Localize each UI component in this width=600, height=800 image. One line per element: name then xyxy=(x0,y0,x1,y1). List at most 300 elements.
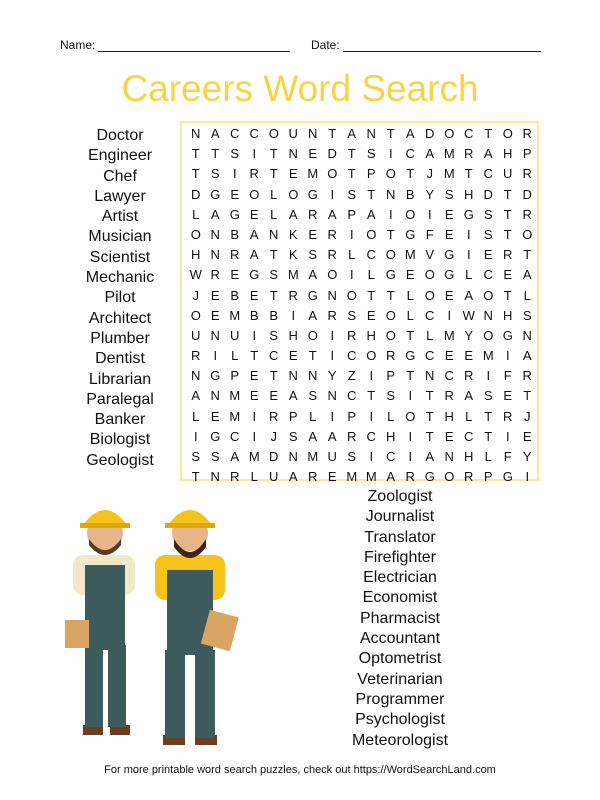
grid-cell[interactable]: A xyxy=(464,287,474,303)
grid-cell[interactable]: F xyxy=(425,226,434,242)
grid-cell[interactable]: B xyxy=(230,226,240,242)
grid-cell[interactable]: S xyxy=(483,226,493,242)
grid-cell[interactable]: C xyxy=(405,146,415,162)
grid-cell[interactable]: O xyxy=(483,287,494,303)
grid-cell[interactable]: E xyxy=(444,206,454,222)
grid-cell[interactable]: S xyxy=(522,307,532,323)
grid-cell[interactable]: S xyxy=(483,388,493,404)
grid-cell[interactable]: A xyxy=(191,388,201,404)
grid-cell[interactable]: G xyxy=(249,267,260,283)
grid-cell[interactable]: G xyxy=(210,186,221,202)
grid-cell[interactable]: N xyxy=(288,146,298,162)
grid-cell[interactable]: M xyxy=(287,267,299,283)
grid-cell[interactable]: J xyxy=(192,287,199,303)
grid-cell[interactable]: E xyxy=(249,388,259,404)
grid-cell[interactable]: H xyxy=(191,247,201,263)
grid-cell[interactable]: I xyxy=(330,408,335,424)
grid-cell[interactable]: G xyxy=(444,267,455,283)
grid-cell[interactable]: T xyxy=(484,408,493,424)
grid-cell[interactable]: A xyxy=(425,449,435,464)
grid-cell[interactable]: C xyxy=(347,388,357,404)
grid-cell[interactable]: H xyxy=(503,307,513,323)
grid-cell[interactable]: H xyxy=(288,327,298,343)
grid-cell[interactable]: O xyxy=(307,327,318,343)
grid-cell[interactable]: O xyxy=(249,186,260,202)
grid-cell[interactable]: C xyxy=(464,126,474,141)
grid-cell[interactable]: T xyxy=(191,469,200,485)
grid-cell[interactable]: O xyxy=(190,307,201,323)
grid-cell[interactable]: L xyxy=(309,408,317,424)
grid-cell[interactable]: R xyxy=(327,247,337,263)
grid-cell[interactable]: C xyxy=(269,348,279,364)
grid-cell[interactable]: M xyxy=(307,166,319,182)
grid-cell[interactable]: I xyxy=(330,327,335,343)
grid-cell[interactable]: W xyxy=(462,307,475,323)
grid-cell[interactable]: I xyxy=(252,408,257,424)
grid-cell[interactable]: G xyxy=(405,226,416,242)
grid-cell[interactable]: P xyxy=(347,206,357,222)
grid-cell[interactable]: O xyxy=(385,307,396,323)
grid-cell[interactable]: C xyxy=(483,267,493,283)
grid-cell[interactable]: L xyxy=(465,267,473,283)
grid-cell[interactable]: T xyxy=(269,166,278,182)
grid-cell[interactable]: R xyxy=(522,368,532,384)
grid-cell[interactable]: R xyxy=(230,469,240,485)
grid-cell[interactable]: I xyxy=(447,307,452,323)
grid-cell[interactable]: N xyxy=(210,247,220,263)
grid-cell[interactable]: S xyxy=(308,247,318,263)
grid-cell[interactable]: A xyxy=(308,267,318,283)
grid-cell[interactable]: S xyxy=(308,388,318,404)
grid-cell[interactable]: I xyxy=(252,327,257,343)
grid-cell[interactable]: E xyxy=(210,408,220,424)
grid-cell[interactable]: R xyxy=(210,267,220,283)
grid-cell[interactable]: O xyxy=(327,166,338,182)
grid-cell[interactable]: J xyxy=(270,428,277,444)
grid-cell[interactable]: S xyxy=(288,428,298,444)
grid-cell[interactable]: I xyxy=(252,146,257,162)
grid-cell[interactable]: T xyxy=(386,287,395,303)
grid-cell[interactable]: P xyxy=(483,469,493,485)
grid-cell[interactable]: Y xyxy=(464,327,474,343)
grid-cell[interactable]: A xyxy=(230,449,240,464)
grid-cell[interactable]: I xyxy=(349,226,354,242)
grid-cell[interactable]: N xyxy=(483,307,493,323)
grid-cell[interactable]: A xyxy=(522,267,532,283)
grid-cell[interactable]: I xyxy=(388,146,393,162)
grid-cell[interactable]: M xyxy=(365,469,377,485)
grid-cell[interactable]: N xyxy=(288,449,298,464)
grid-cell[interactable]: R xyxy=(464,368,474,384)
grid-cell[interactable]: E xyxy=(464,348,474,364)
grid-cell[interactable]: R xyxy=(191,348,201,364)
grid-cell[interactable]: G xyxy=(405,348,416,364)
grid-cell[interactable]: G xyxy=(502,469,513,485)
grid-cell[interactable]: E xyxy=(230,267,240,283)
grid-cell[interactable]: G xyxy=(444,247,455,263)
grid-cell[interactable]: T xyxy=(523,247,532,263)
grid-cell[interactable]: A xyxy=(288,388,298,404)
grid-cell[interactable]: O xyxy=(502,126,513,141)
grid-cell[interactable]: H xyxy=(444,408,454,424)
grid-cell[interactable]: K xyxy=(288,226,298,242)
grid-cell[interactable]: I xyxy=(486,368,491,384)
grid-cell[interactable]: S xyxy=(210,449,220,464)
grid-cell[interactable]: S xyxy=(444,186,454,202)
grid-cell[interactable]: R xyxy=(522,166,532,182)
grid-cell[interactable]: M xyxy=(404,247,416,263)
grid-cell[interactable]: C xyxy=(464,428,474,444)
grid-cell[interactable]: S xyxy=(191,449,201,464)
grid-cell[interactable]: R xyxy=(386,348,396,364)
grid-cell[interactable]: A xyxy=(327,206,337,222)
grid-cell[interactable]: L xyxy=(465,408,473,424)
grid-cell[interactable]: E xyxy=(288,348,298,364)
grid-cell[interactable]: O xyxy=(366,348,377,364)
grid-cell[interactable]: C xyxy=(230,126,240,141)
grid-cell[interactable]: H xyxy=(503,146,513,162)
grid-cell[interactable]: M xyxy=(229,408,241,424)
grid-cell[interactable]: N xyxy=(366,126,376,141)
grid-cell[interactable]: T xyxy=(503,287,512,303)
grid-cell[interactable]: R xyxy=(308,469,318,485)
grid-cell[interactable]: T xyxy=(503,226,512,242)
grid-cell[interactable]: I xyxy=(330,348,335,364)
grid-cell[interactable]: S xyxy=(386,388,396,404)
grid-cell[interactable]: G xyxy=(307,287,318,303)
grid-cell[interactable]: N xyxy=(210,469,220,485)
grid-cell[interactable]: G xyxy=(463,206,474,222)
grid-cell[interactable]: C xyxy=(425,307,435,323)
grid-cell[interactable]: T xyxy=(484,126,493,141)
grid-cell[interactable]: A xyxy=(327,428,337,444)
grid-cell[interactable]: E xyxy=(249,368,259,384)
grid-cell[interactable]: O xyxy=(522,226,533,242)
grid-cell[interactable]: R xyxy=(327,226,337,242)
grid-cell[interactable]: I xyxy=(466,226,471,242)
grid-cell[interactable]: I xyxy=(193,428,198,444)
grid-cell[interactable]: T xyxy=(464,166,473,182)
grid-cell[interactable]: E xyxy=(503,267,513,283)
grid-cell[interactable]: A xyxy=(249,247,259,263)
grid-cell[interactable]: T xyxy=(386,226,395,242)
grid-cell[interactable]: L xyxy=(348,247,356,263)
grid-cell[interactable]: R xyxy=(249,166,259,182)
grid-cell[interactable]: O xyxy=(190,226,201,242)
grid-cell[interactable]: O xyxy=(483,327,494,343)
grid-cell[interactable]: R xyxy=(347,428,357,444)
grid-cell[interactable]: H xyxy=(366,327,376,343)
grid-cell[interactable]: B xyxy=(405,186,415,202)
grid-cell[interactable]: O xyxy=(405,206,416,222)
grid-cell[interactable]: T xyxy=(269,287,278,303)
grid-cell[interactable]: O xyxy=(288,186,299,202)
grid-cell[interactable]: Z xyxy=(347,368,356,384)
grid-cell[interactable]: O xyxy=(385,247,396,263)
grid-cell[interactable]: C xyxy=(425,348,435,364)
grid-cell[interactable]: C xyxy=(249,126,259,141)
grid-cell[interactable]: O xyxy=(424,287,435,303)
grid-cell[interactable]: U xyxy=(288,126,298,141)
grid-cell[interactable]: A xyxy=(405,126,415,141)
grid-cell[interactable]: S xyxy=(210,166,220,182)
grid-cell[interactable]: N xyxy=(308,368,318,384)
grid-cell[interactable]: C xyxy=(366,247,376,263)
grid-cell[interactable]: K xyxy=(288,247,298,263)
grid-cell[interactable]: N xyxy=(210,388,220,404)
grid-cell[interactable]: A xyxy=(308,307,318,323)
grid-cell[interactable]: D xyxy=(483,186,493,202)
grid-cell[interactable]: E xyxy=(249,206,259,222)
grid-cell[interactable]: R xyxy=(288,287,298,303)
grid-cell[interactable]: J xyxy=(426,166,433,182)
grid-cell[interactable]: I xyxy=(330,186,335,202)
grid-cell[interactable]: T xyxy=(328,126,337,141)
grid-cell[interactable]: T xyxy=(425,428,434,444)
grid-cell[interactable]: B xyxy=(230,287,240,303)
grid-cell[interactable]: H xyxy=(464,449,474,464)
grid-cell[interactable]: E xyxy=(444,226,454,242)
grid-cell[interactable]: Y xyxy=(522,449,532,464)
grid-cell[interactable]: A xyxy=(288,469,298,485)
grid-cell[interactable]: R xyxy=(269,408,279,424)
grid-cell[interactable]: E xyxy=(327,469,337,485)
grid-cell[interactable]: P xyxy=(522,146,532,162)
grid-cell[interactable]: L xyxy=(406,287,414,303)
grid-cell[interactable]: E xyxy=(230,186,240,202)
grid-cell[interactable]: T xyxy=(425,408,434,424)
grid-cell[interactable]: E xyxy=(269,388,279,404)
grid-cell[interactable]: T xyxy=(269,368,278,384)
grid-cell[interactable]: L xyxy=(387,408,395,424)
grid-cell[interactable]: L xyxy=(406,307,414,323)
grid-cell[interactable]: S xyxy=(347,307,357,323)
grid-cell[interactable]: N xyxy=(191,368,201,384)
grid-cell[interactable]: P xyxy=(230,368,240,384)
grid-cell[interactable]: R xyxy=(347,327,357,343)
grid-cell[interactable]: T xyxy=(406,368,415,384)
grid-cell[interactable]: C xyxy=(444,368,454,384)
grid-cell[interactable]: T xyxy=(503,206,512,222)
grid-cell[interactable]: T xyxy=(484,428,493,444)
grid-cell[interactable]: L xyxy=(270,206,278,222)
grid-cell[interactable]: T xyxy=(269,247,278,263)
grid-cell[interactable]: I xyxy=(369,408,374,424)
grid-cell[interactable]: C xyxy=(386,449,396,464)
grid-cell[interactable]: A xyxy=(483,146,493,162)
grid-cell[interactable]: T xyxy=(367,287,376,303)
grid-cell[interactable]: P xyxy=(288,408,298,424)
grid-cell[interactable]: O xyxy=(405,408,416,424)
grid-cell[interactable]: B xyxy=(249,307,259,323)
grid-cell[interactable]: A xyxy=(249,226,259,242)
grid-cell[interactable]: M xyxy=(443,327,455,343)
grid-cell[interactable]: M xyxy=(346,469,358,485)
grid-cell[interactable]: O xyxy=(444,126,455,141)
grid-cell[interactable]: D xyxy=(327,146,337,162)
grid-cell[interactable]: L xyxy=(231,348,239,364)
grid-cell[interactable]: R xyxy=(522,206,532,222)
grid-cell[interactable]: S xyxy=(483,206,493,222)
grid-cell[interactable]: L xyxy=(270,186,278,202)
grid-cell[interactable]: T xyxy=(269,146,278,162)
grid-cell[interactable]: U xyxy=(269,469,279,485)
grid-cell[interactable]: A xyxy=(288,206,298,222)
grid-cell[interactable]: M xyxy=(482,348,494,364)
grid-cell[interactable]: G xyxy=(210,428,221,444)
grid-cell[interactable]: J xyxy=(524,408,531,424)
grid-cell[interactable]: E xyxy=(405,267,415,283)
grid-cell[interactable]: T xyxy=(191,146,200,162)
grid-cell[interactable]: H xyxy=(386,428,396,444)
grid-cell[interactable]: E xyxy=(288,166,298,182)
grid-cell[interactable]: N xyxy=(269,226,279,242)
grid-cell[interactable]: T xyxy=(386,126,395,141)
grid-cell[interactable]: G xyxy=(385,267,396,283)
grid-cell[interactable]: G xyxy=(424,469,435,485)
grid-cell[interactable]: T xyxy=(367,388,376,404)
grid-cell[interactable]: I xyxy=(408,388,413,404)
grid-cell[interactable]: R xyxy=(503,408,513,424)
grid-cell[interactable]: M xyxy=(229,388,241,404)
grid-cell[interactable]: A xyxy=(210,206,220,222)
grid-cell[interactable]: I xyxy=(408,449,413,464)
grid-cell[interactable]: R xyxy=(503,247,513,263)
grid-cell[interactable]: O xyxy=(268,126,279,141)
grid-cell[interactable]: M xyxy=(307,449,319,464)
grid-cell[interactable]: L xyxy=(426,327,434,343)
grid-cell[interactable]: E xyxy=(210,307,220,323)
grid-cell[interactable]: E xyxy=(444,287,454,303)
grid-cell[interactable]: L xyxy=(192,206,200,222)
grid-cell[interactable]: O xyxy=(385,166,396,182)
grid-cell[interactable]: G xyxy=(210,368,221,384)
grid-cell[interactable]: I xyxy=(232,166,237,182)
grid-cell[interactable]: S xyxy=(347,186,357,202)
grid-cell[interactable]: U xyxy=(503,166,513,182)
grid-cell[interactable]: S xyxy=(347,449,357,464)
grid-cell[interactable]: A xyxy=(347,126,357,141)
grid-cell[interactable]: I xyxy=(252,428,257,444)
grid-cell[interactable]: O xyxy=(366,226,377,242)
grid-cell[interactable]: A xyxy=(464,388,474,404)
grid-cell[interactable]: O xyxy=(346,287,357,303)
grid-cell[interactable]: F xyxy=(503,368,512,384)
grid-cell[interactable]: E xyxy=(249,287,259,303)
grid-cell[interactable]: M xyxy=(443,166,455,182)
grid-cell[interactable]: N xyxy=(425,368,435,384)
grid-cell[interactable]: D xyxy=(425,126,435,141)
grid-cell[interactable]: E xyxy=(522,428,532,444)
grid-cell[interactable]: T xyxy=(367,186,376,202)
grid-cell[interactable]: I xyxy=(213,348,218,364)
grid-cell[interactable]: L xyxy=(484,449,492,464)
grid-cell[interactable]: C xyxy=(366,428,376,444)
grid-cell[interactable]: P xyxy=(366,166,376,182)
grid-cell[interactable]: A xyxy=(425,146,435,162)
grid-cell[interactable]: U xyxy=(327,449,337,464)
grid-cell[interactable]: R xyxy=(444,388,454,404)
grid-cell[interactable]: T xyxy=(523,388,532,404)
grid-cell[interactable]: G xyxy=(229,206,240,222)
grid-cell[interactable]: D xyxy=(522,186,532,202)
grid-cell[interactable]: O xyxy=(385,327,396,343)
grid-cell[interactable]: B xyxy=(269,307,279,323)
grid-cell[interactable]: C xyxy=(347,348,357,364)
grid-cell[interactable]: L xyxy=(523,287,531,303)
grid-cell[interactable]: E xyxy=(483,247,493,263)
grid-cell[interactable]: L xyxy=(250,469,258,485)
grid-cell[interactable]: Y xyxy=(327,368,337,384)
grid-cell[interactable]: A xyxy=(522,348,532,364)
grid-cell[interactable]: O xyxy=(424,267,435,283)
grid-cell[interactable]: T xyxy=(308,348,317,364)
grid-cell[interactable]: I xyxy=(427,206,432,222)
grid-cell[interactable]: I xyxy=(388,206,393,222)
grid-cell[interactable]: E xyxy=(444,428,454,444)
grid-cell[interactable]: E xyxy=(503,388,513,404)
grid-cell[interactable]: R xyxy=(464,469,474,485)
grid-cell[interactable]: E xyxy=(210,287,220,303)
grid-cell[interactable]: G xyxy=(307,186,318,202)
grid-cell[interactable]: T xyxy=(347,146,356,162)
grid-cell[interactable]: M xyxy=(443,146,455,162)
grid-cell[interactable]: R xyxy=(230,247,240,263)
grid-cell[interactable]: I xyxy=(505,428,510,444)
grid-cell[interactable]: M xyxy=(229,307,241,323)
grid-cell[interactable]: D xyxy=(269,449,279,464)
grid-cell[interactable]: I xyxy=(466,247,471,263)
grid-cell[interactable]: N xyxy=(210,226,220,242)
grid-cell[interactable]: N xyxy=(522,327,532,343)
grid-cell[interactable]: N xyxy=(210,327,220,343)
grid-cell[interactable]: I xyxy=(505,348,510,364)
grid-cell[interactable]: R xyxy=(327,307,337,323)
grid-cell[interactable]: I xyxy=(369,449,374,464)
grid-cell[interactable]: E xyxy=(308,146,318,162)
grid-cell[interactable]: N xyxy=(191,126,201,141)
grid-cell[interactable]: A xyxy=(308,428,318,444)
grid-cell[interactable]: N xyxy=(308,126,318,141)
grid-cell[interactable]: L xyxy=(192,408,200,424)
grid-cell[interactable]: I xyxy=(408,428,413,444)
grid-cell[interactable]: T xyxy=(406,166,415,182)
grid-cell[interactable]: T xyxy=(211,146,220,162)
grid-cell[interactable]: R xyxy=(522,126,532,141)
grid-cell[interactable]: V xyxy=(425,247,435,263)
grid-cell[interactable]: R xyxy=(405,469,415,485)
grid-cell[interactable]: A xyxy=(386,469,396,485)
grid-cell[interactable]: H xyxy=(464,186,474,202)
grid-cell[interactable]: S xyxy=(269,327,279,343)
grid-cell[interactable]: A xyxy=(366,206,376,222)
grid-cell[interactable]: Y xyxy=(425,186,435,202)
grid-cell[interactable]: N xyxy=(444,449,454,464)
grid-cell[interactable]: P xyxy=(386,368,396,384)
name-field[interactable] xyxy=(60,38,290,52)
grid-cell[interactable]: S xyxy=(230,146,240,162)
grid-cell[interactable]: T xyxy=(250,348,259,364)
grid-cell[interactable]: L xyxy=(367,267,375,283)
grid-cell[interactable]: C xyxy=(230,428,240,444)
grid-cell[interactable]: W xyxy=(189,267,202,283)
grid-cell[interactable]: E xyxy=(308,226,318,242)
grid-cell[interactable]: E xyxy=(366,307,376,323)
grid-cell[interactable]: D xyxy=(191,186,201,202)
grid-cell[interactable]: S xyxy=(366,146,376,162)
grid-cell[interactable]: U xyxy=(230,327,240,343)
grid-cell[interactable]: T xyxy=(425,388,434,404)
